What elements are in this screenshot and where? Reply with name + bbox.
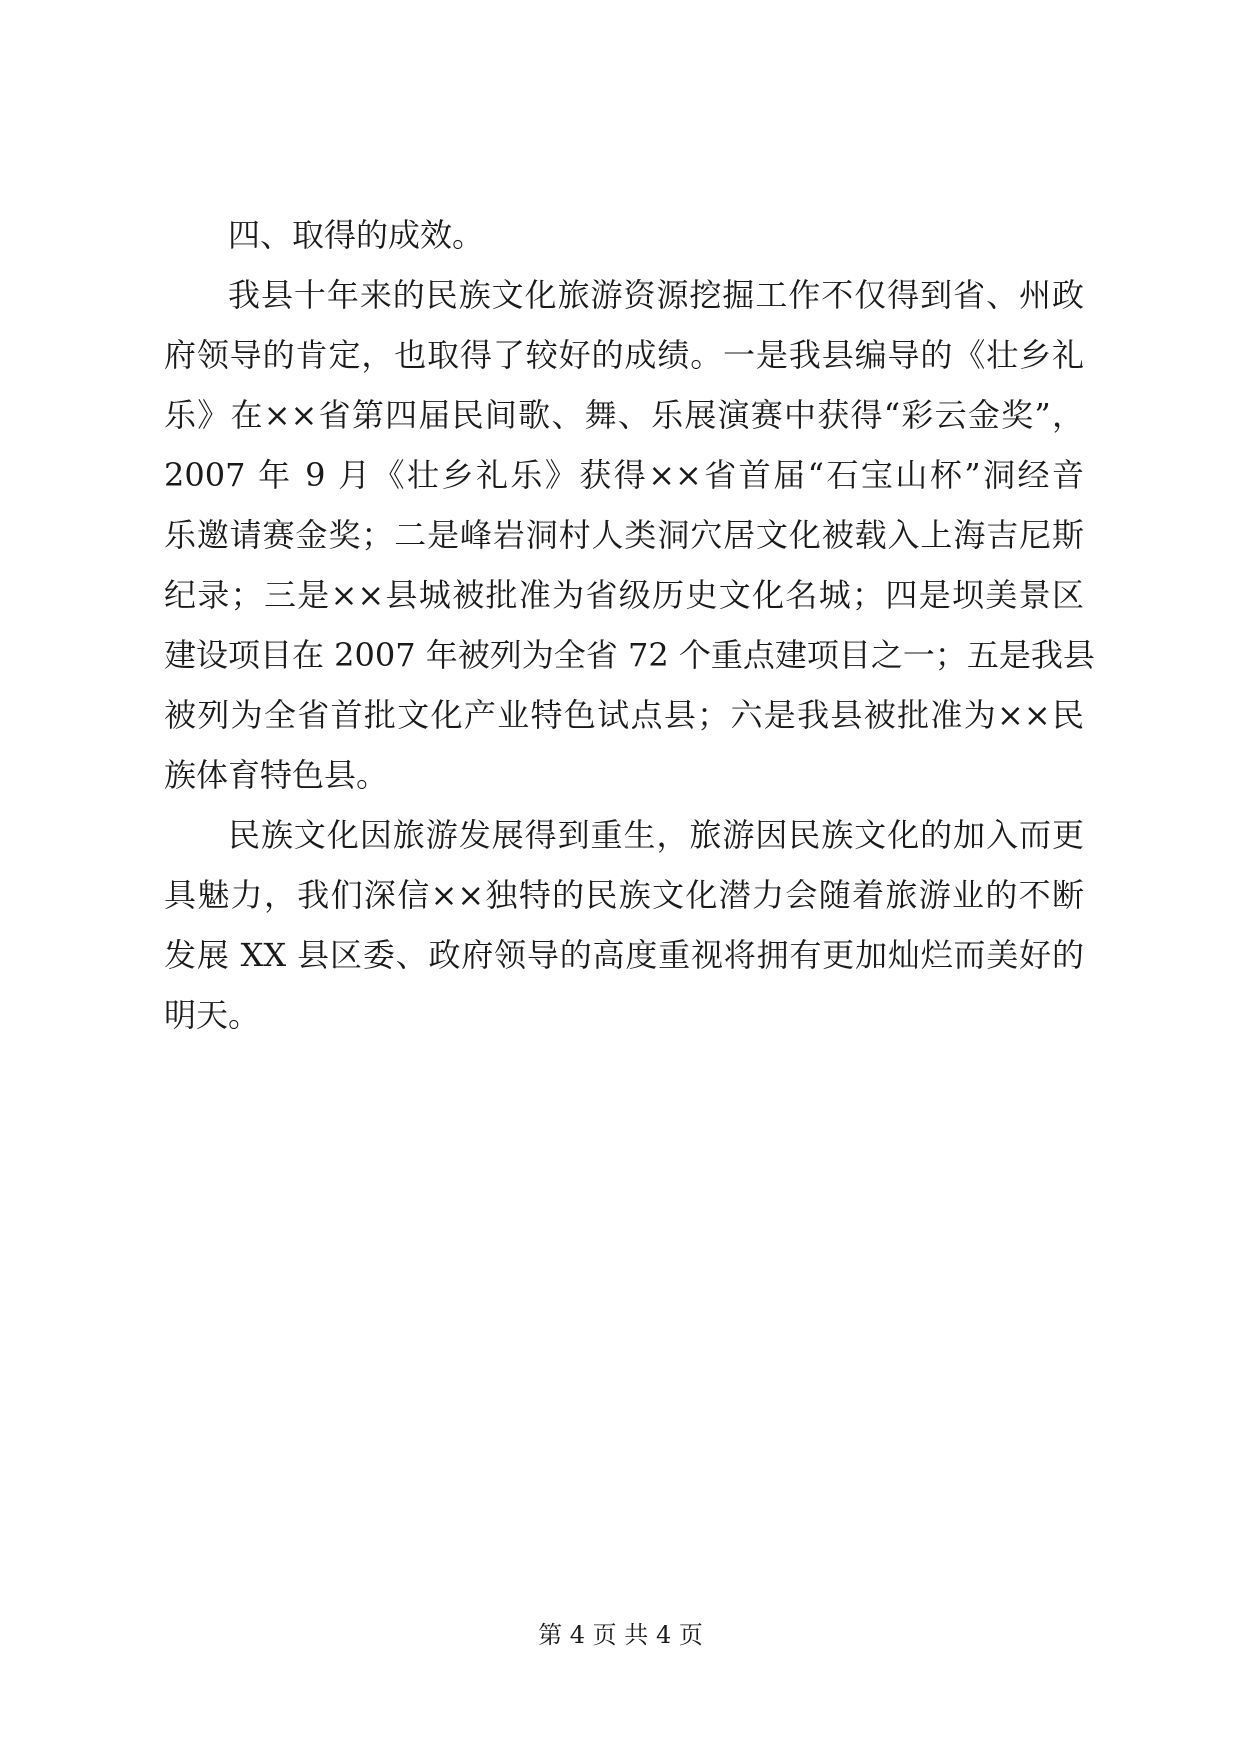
page-number-footer: 第 4 页 共 4 页 (538, 1621, 703, 1649)
paragraph-1-line: 建设项目在 2007 年被列为全省 72 个重点建项目之一；五是我县 (164, 636, 1095, 674)
paragraph-2-line: 明天。 (164, 996, 261, 1034)
paragraph-1-line: 乐》在××省第四届民间歌、舞、乐展演赛中获得“彩云金奖”， (164, 396, 1084, 434)
paragraph-2-line: 具魅力，我们深信××独特的民族文化潜力会随着旅游业的不断 (164, 876, 1084, 914)
document-body (164, 205, 1095, 1045)
section-heading: 四、取得的成效。 (228, 216, 485, 254)
paragraph-1-line: 我县十年来的民族文化旅游资源挖掘工作不仅得到省、州政 (228, 276, 1084, 314)
paragraph-1-line: 2007 年 9 月《壮乡礼乐》获得××省首届“石宝山杯”洞经音 (164, 456, 1084, 494)
paragraph-2-line: 民族文化因旅游发展得到重生，旅游因民族文化的加入而更 (228, 816, 1084, 854)
paragraph-2-line: 发展 XX 县区委、政府领导的高度重视将拥有更加灿烂而美好的 (164, 936, 1084, 974)
paragraph-1-line: 乐邀请赛金奖；二是峰岩洞村人类洞穴居文化被载入上海吉尼斯 (164, 516, 1084, 554)
paragraph-1-line: 族体育特色县。 (164, 756, 389, 794)
paragraph-1-line: 府领导的肯定，也取得了较好的成绩。一是我县编导的《壮乡礼 (164, 336, 1084, 374)
paragraph-1-line: 被列为全省首批文化产业特色试点县；六是我县被批准为××民 (164, 696, 1084, 734)
paragraph-1-line: 纪录；三是××县城被批准为省级历史文化名城；四是坝美景区 (164, 576, 1084, 614)
